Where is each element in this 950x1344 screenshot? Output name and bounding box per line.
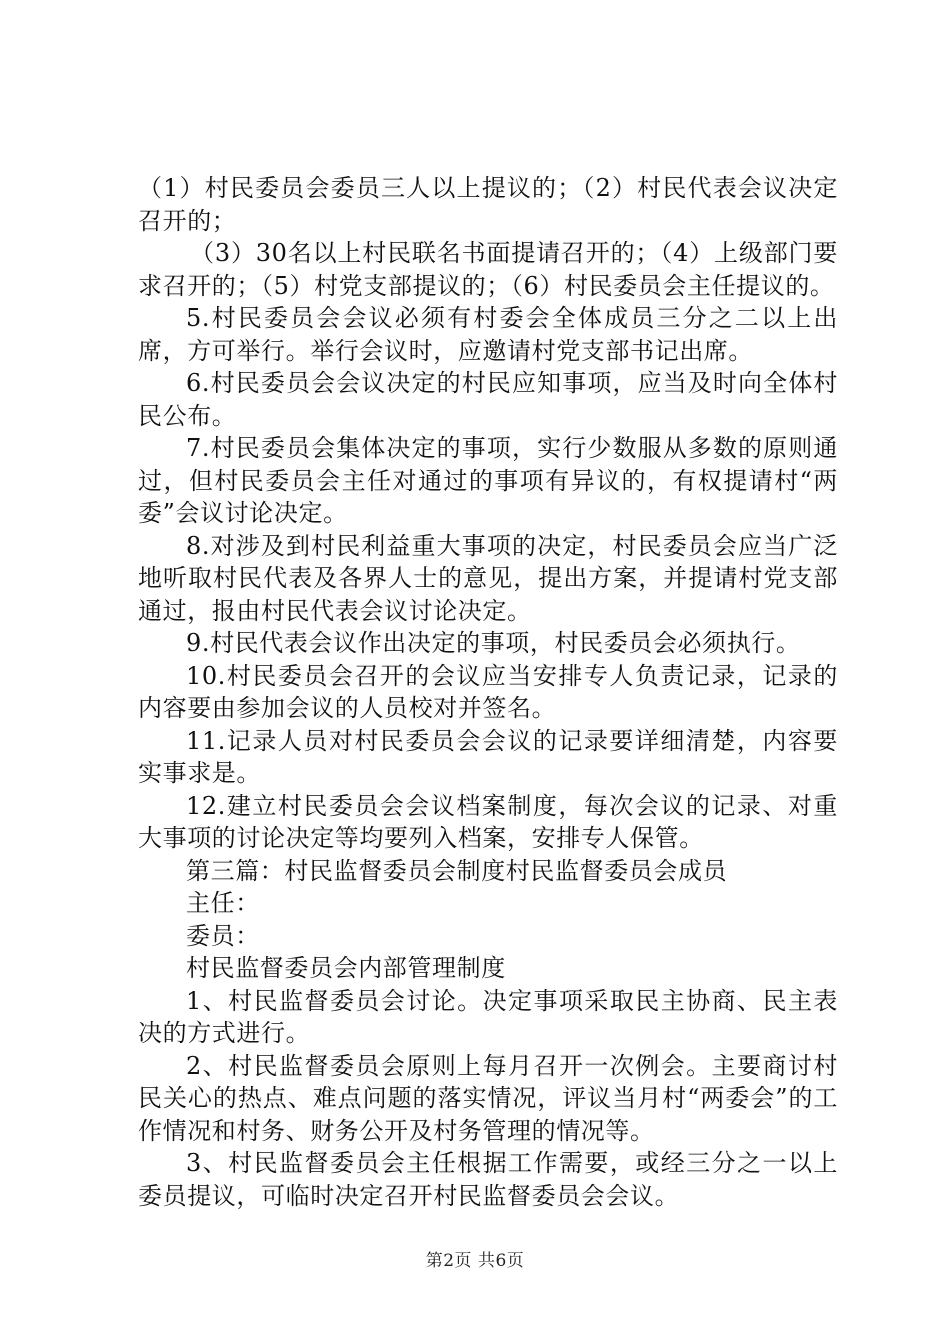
rule-2: 2、村民监督委员会原则上每月召开一次例会。主要商讨村民关心的热点、难点问题的落实情况，评议当月村“两委会”的工作情况和村务、财务公开及村务管理的情况等。	[138, 1051, 838, 1145]
paragraph-1: （1）村民委员会委员三人以上提议的；（2）村民代表会议决定召开的；	[138, 174, 838, 235]
paragraph-3: 5.村民委员会会议必须有村委会全体成员三分之二以上出席，方可举行。举行会议时，应邀请村党支部书记出席。	[138, 304, 838, 365]
paragraph-7: 9.村民代表会议作出决定的事项，村民委员会必须执行。	[186, 629, 801, 657]
members-label: 委员：	[186, 921, 260, 950]
page-footer: 第2页 共6页	[425, 1251, 525, 1271]
rule-1: 1、村民监督委员会讨论。决定事项采取民主协商、民主表决的方式进行。	[138, 986, 838, 1047]
paragraph-5: 7.村民委员会集体决定的事项，实行少数服从多数的原则通过，但村民委员会主任对通过的事项有异议的，有权提请村“两委”会议讨论决定。	[138, 434, 838, 527]
section-heading: 第三篇：村民监督委员会制度村民监督委员会成员	[186, 856, 728, 885]
paragraph-10: 12.建立村民委员会会议档案制度，每次会议的记录、对重大事项的讨论决定等均要列入档案，安排专人保管。	[138, 791, 838, 852]
rule-3: 3、村民监督委员会主任根据工作需要，或经三分之一以上委员提议，可临时决定召开村民监督委员会会议。	[138, 1149, 838, 1210]
director-label: 主任：	[186, 889, 260, 917]
paragraph-2: （3）30名以上村民联名书面提请召开的；（4）上级部门要求召开的；（5）村党支部提议的；（6）村民委员会主任提议的。	[138, 239, 838, 300]
subsection-heading: 村民监督委员会内部管理制度	[186, 954, 506, 982]
document-body	[138, 172, 838, 1212]
paragraph-8: 10.村民委员会召开的会议应当安排专人负责记录，记录的内容要由参加会议的人员校对并签名。	[138, 661, 838, 722]
paragraph-9: 11.记录人员对村民委员会会议的记录要详细清楚，内容要实事求是。	[138, 726, 838, 787]
paragraph-6: 8.对涉及到村民利益重大事项的决定，村民委员会应当广泛地听取村民代表及各界人士的意见，提出方案，并提请村党支部通过，报由村民代表会议讨论决定。	[138, 531, 838, 625]
paragraph-4: 6.村民委员会会议决定的村民应知事项，应当及时向全体村民公布。	[138, 369, 838, 430]
